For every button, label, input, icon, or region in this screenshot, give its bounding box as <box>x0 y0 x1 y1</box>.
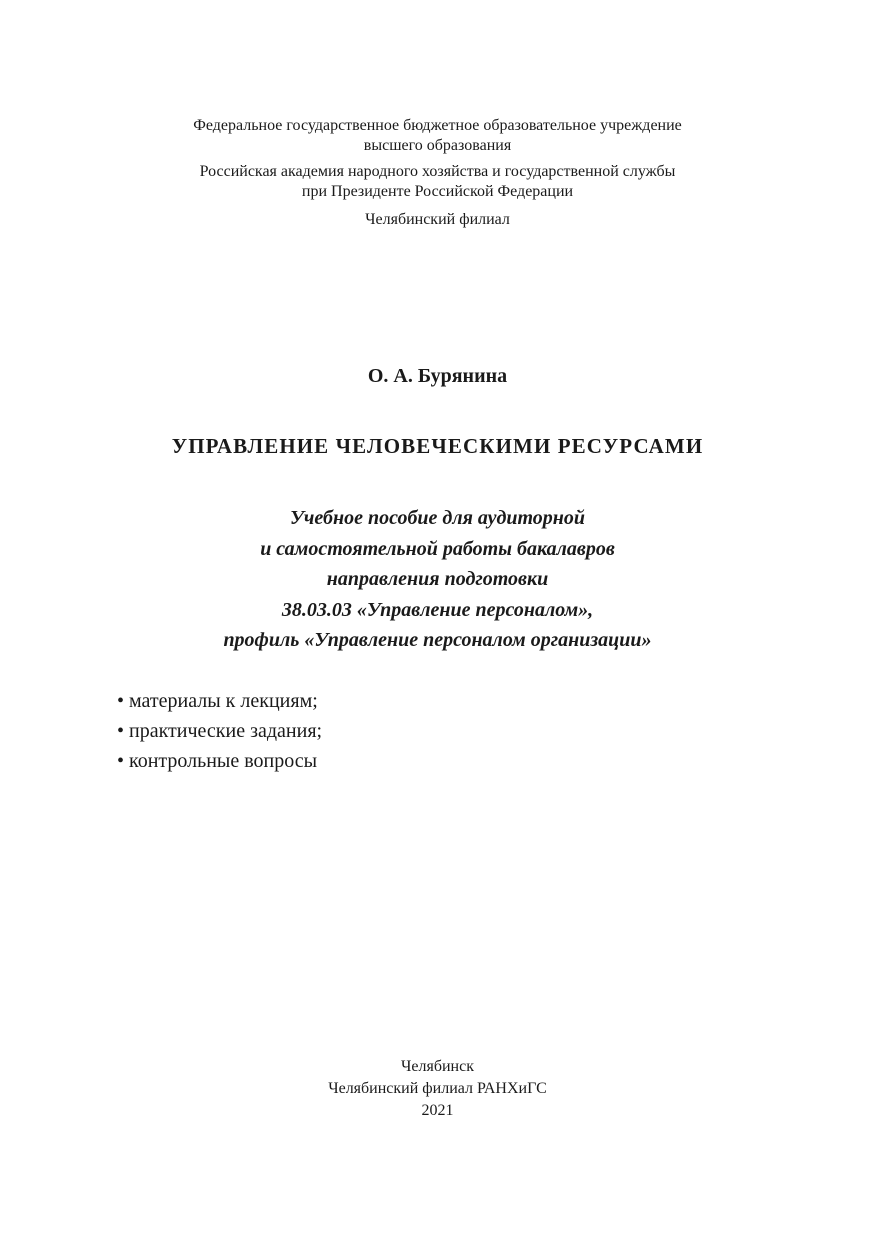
branch-name: Челябинский филиал <box>365 211 510 228</box>
institution-line-2: высшего образования <box>363 137 512 154</box>
subtitle-line: 38.03.03 «Управление персоналом», <box>281 598 594 621</box>
author-name: О. А. Бурянина <box>367 365 508 387</box>
subtitle-line: профиль «Управление персоналом организации» <box>223 629 652 651</box>
list-item: • практические задания; <box>117 720 323 742</box>
imprint <box>0 1056 875 1122</box>
imprint-publisher: Челябинский филиал РАНХиГС <box>328 1080 547 1097</box>
subtitle-line: и самостоятельной работы бакалавров <box>260 537 615 560</box>
institution-line-3: Российская академия народного хозяйства и государственной службы <box>199 163 676 180</box>
subtitle-line: направления подготовки <box>326 568 549 590</box>
book-subtitle <box>0 503 875 656</box>
academy-name <box>0 162 875 202</box>
institution-line-1: Федеральное государственное бюджетное образовательное учреждение <box>193 117 682 134</box>
institution-header <box>0 116 875 230</box>
institution-type <box>0 116 875 156</box>
list-item: • материалы к лекциям; <box>117 690 318 712</box>
book-title: УПРАВЛЕНИЕ ЧЕЛОВЕЧЕСКИМИ РЕСУРСАМИ <box>171 434 704 458</box>
institution-line-4: при Президенте Российской Федерации <box>301 183 574 200</box>
list-item: • контрольные вопросы <box>117 750 318 772</box>
imprint-year: 2021 <box>421 1102 454 1119</box>
subtitle-line: Учебное пособие для аудиторной <box>289 507 586 529</box>
imprint-city: Челябинск <box>401 1058 474 1075</box>
contents-list <box>117 686 322 776</box>
